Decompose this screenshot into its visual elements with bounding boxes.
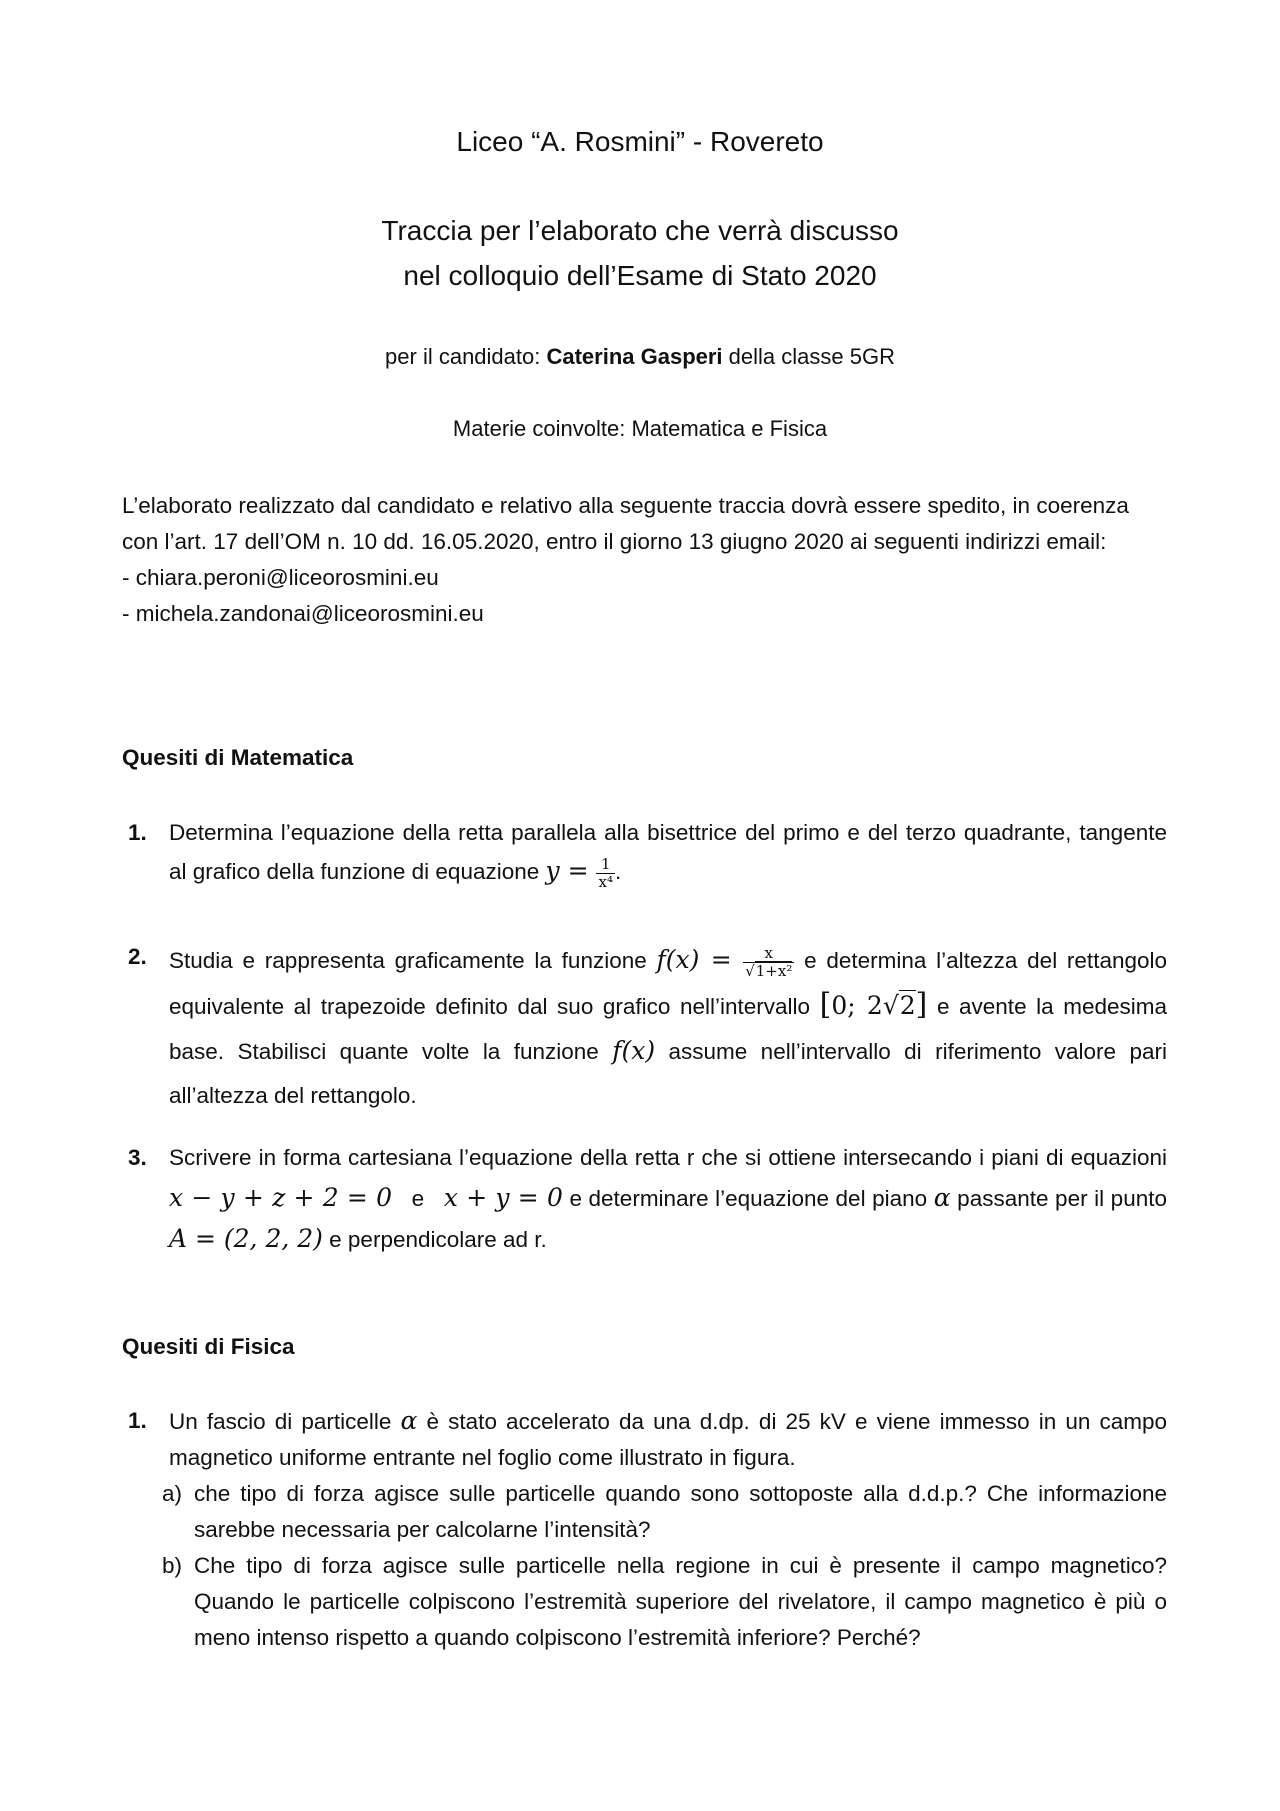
title-line-2: nel colloquio dell’Esame di Stato 2020 — [403, 260, 877, 291]
subjects-line: Materie coinvolte: Matematica e Fisica — [452, 416, 828, 441]
sub-question-text: Che tipo di forza agisce sulle particelle nella regione in cui è presente il campo magnetico? Quando le particelle colpiscono l’estremità superiore del rivelatore, il campo magnetico è più o meno intenso rispetto a quando colpiscono l’estremità inferiore? Perché? — [194, 1553, 1167, 1650]
fraction-denominator: x⁴ — [598, 872, 613, 891]
question-text: Determina l’equazione della retta parallela alla bisettrice del primo e del terzo quadrante, tangente al grafico della funzione di equazione — [169, 820, 1167, 884]
point-a: A = (2, 2, 2) — [169, 1224, 323, 1253]
candidate-line — [0, 344, 1280, 370]
question-text-3: e avente la medesima base. Stabilisci quante volte la funzione — [169, 994, 1167, 1064]
sub-question-a — [162, 1476, 1167, 1548]
question-number: 1. — [128, 820, 147, 845]
plane-equation-2: x + y = 0 — [443, 1183, 563, 1212]
question-text: Scrivere in forma cartesiana l’equazione della retta r che si ottiene intersecando i piani di equazioni — [169, 1145, 1167, 1170]
candidate-name: Caterina Gasperi — [546, 344, 723, 369]
question-number: 1. — [128, 1408, 147, 1433]
sub-question-label: a) — [162, 1481, 183, 1506]
sub-question-label: b) — [162, 1553, 183, 1578]
title-line-1: Traccia per l’elaborato che verrà discusso — [381, 215, 899, 246]
intro-block — [122, 488, 1162, 632]
candidate-suffix: della classe 5GR — [722, 344, 895, 369]
question-text: Un fascio di particelle — [169, 1409, 401, 1434]
sentence-end: . — [614, 859, 622, 884]
fraction-numerator: 1 — [596, 856, 614, 874]
math-question-1 — [122, 814, 1167, 891]
equation-lhs: y = — [545, 856, 597, 885]
question-text-4: e perpendicolare ad r. — [322, 1227, 547, 1252]
question-number: 2. — [128, 944, 147, 969]
math-heading: Quesiti di Matematica — [122, 745, 354, 770]
candidate-prefix: per il candidato: — [385, 344, 547, 369]
sqrt-radicand: 1+x² — [755, 961, 793, 980]
sub-question-text: che tipo di forza agisce sulle particelle quando sono sottoposte alla d.d.p.? Che informazione sarebbe necessaria per calcolarne l’intensità? — [194, 1481, 1167, 1542]
email-2: - michela.zandonai@liceorosmini.eu — [122, 601, 484, 626]
question-text-2: e determina l’altezza del rettangolo equivalente al trapezoide definito dal suo grafico nell’intervallo — [169, 948, 1168, 1019]
question-number: 3. — [128, 1145, 147, 1170]
question-text: Studia e rappresenta graficamente la funzione — [169, 948, 657, 973]
function-label-2: f(x) — [612, 1036, 656, 1065]
physics-question-1 — [122, 1403, 1167, 1656]
math-question-3 — [122, 1138, 1167, 1260]
alpha-symbol: α — [400, 1406, 418, 1435]
interval-value: 0; 2 — [831, 991, 883, 1020]
sub-question-b — [162, 1548, 1167, 1656]
interval-open: [ — [819, 987, 832, 1022]
question-text-3: passante per il punto — [950, 1186, 1167, 1211]
interval-close: ] — [915, 987, 928, 1022]
question-text-2: e determinare l’equazione del piano — [562, 1186, 934, 1211]
plane-equation-1: x − y + z + 2 = 0 — [169, 1183, 393, 1212]
fraction — [743, 945, 794, 980]
intro-text: L’elaborato realizzato dal candidato e relativo alla seguente traccia dovrà essere spedito, in coerenza con l’art. 17 dell’OM n. 10 dd. 16.05.2020, entro il giorno 13 giugno 2020 ai seguenti indirizzi email: — [122, 493, 1129, 554]
question-text-4: assume nell’intervallo di riferimento valore pari all’altezza del rettangolo. — [169, 1039, 1167, 1108]
function-label: f(x) = — [656, 945, 744, 974]
school-name: Liceo “A. Rosmini” - Rovereto — [456, 126, 824, 157]
question-text-2: è stato accelerato da una d.dp. di 25 kV e viene immesso in un campo magnetico uniforme entrante nel foglio come illustrato in figura. — [169, 1409, 1167, 1470]
sqrt-sign: √2 — [882, 991, 916, 1020]
interval-radicand: 2 — [899, 991, 916, 1020]
conjunction: e — [392, 1186, 444, 1211]
alpha-symbol: α — [933, 1183, 951, 1212]
email-1: - chiara.peroni@liceorosmini.eu — [122, 565, 439, 590]
fraction-denominator: √1+x² — [745, 961, 793, 980]
fraction — [596, 856, 614, 891]
physics-heading: Quesiti di Fisica — [122, 1334, 295, 1359]
math-question-2 — [122, 938, 1167, 1118]
fraction-numerator: x — [743, 945, 794, 963]
